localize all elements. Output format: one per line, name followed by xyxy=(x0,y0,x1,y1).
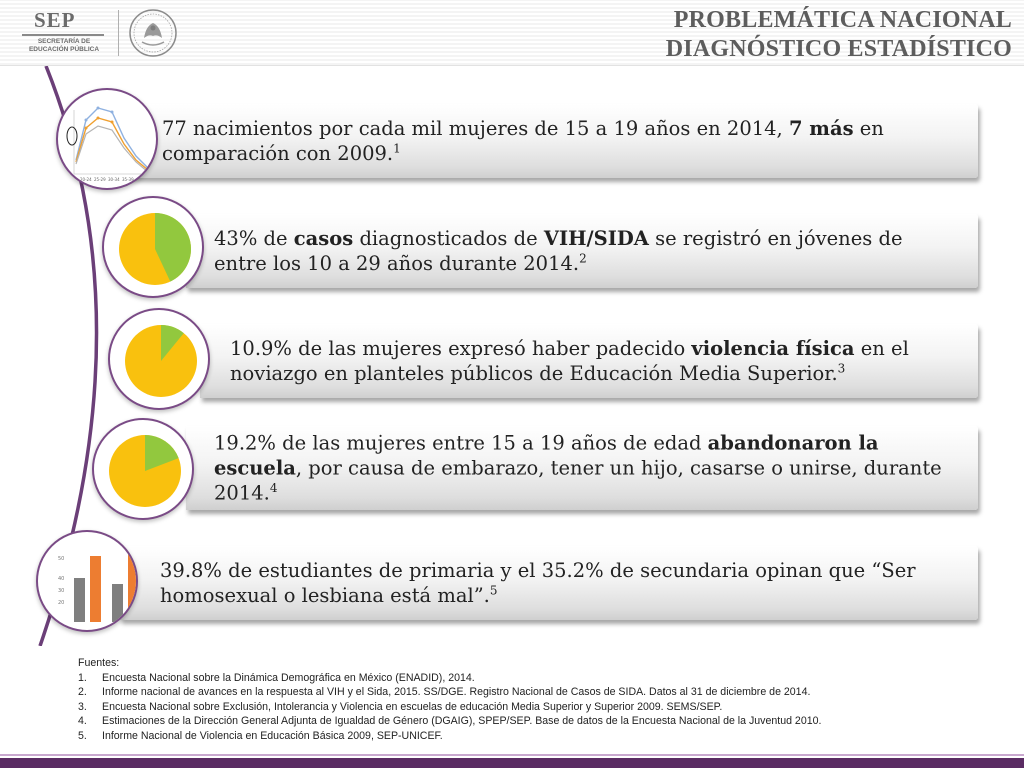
national-seal-icon xyxy=(128,8,178,58)
logo-divider xyxy=(118,10,119,56)
bar-gray-2 xyxy=(112,584,123,622)
stat-row-2 xyxy=(186,214,978,288)
pie-chart-icon-2 xyxy=(102,196,204,298)
bar-axis-tick-30: 30 xyxy=(58,588,65,594)
title-line-2: DIAGNÓSTICO ESTADÍSTICO xyxy=(665,36,1012,62)
stat-text-4: 19.2% de las mujeres entre 15 a 19 años de edad abandonaron la escuela, por causa de embarazo, tener un hijo, casarse o unirse, durante 2014.$^4$ xyxy=(214,431,942,505)
stat-row-3 xyxy=(200,324,978,398)
stat-row-5 xyxy=(120,546,978,620)
line-chart-axis-1: 20-24 xyxy=(80,177,92,182)
footer-bar xyxy=(0,758,1024,768)
pie-chart-icon-3 xyxy=(108,308,210,410)
bar-orange-1 xyxy=(90,556,101,622)
title-line-1: PROBLEMÁTICA NACIONAL xyxy=(673,7,1012,33)
bar-axis-tick-50: 50 xyxy=(58,556,65,562)
line-chart-icon xyxy=(56,88,158,190)
source-item: 2. Informe nacional de avances en la respuesta al VIH y el Sida, 2015. SS/DGE. Registro Nacional de Casos de SIDA. Datos al 31 de diciembre de 2014. xyxy=(78,686,811,699)
footer-accent-line xyxy=(0,754,1024,756)
source-item: 4. Estimaciones de la Dirección General Adjunta de Igualdad de Género (DGAIG), SPEP/SEP. Base de datos de la Encuesta Nacional de la Juventud 2010. xyxy=(78,715,822,728)
sources-heading: Fuentes: xyxy=(78,657,120,669)
bar-axis-tick-40: 40 xyxy=(58,576,65,582)
line-chart-axis-3: 30-34 xyxy=(108,177,120,182)
pie-chart-icon-4 xyxy=(92,418,194,520)
source-item: 5. Informe Nacional de Violencia en Educación Básica 2009, SEP-UNICEF. xyxy=(78,729,443,742)
sep-logo-subtitle: SECRETARÍA DE EDUCACIÓN PÚBLICA xyxy=(28,38,100,53)
bar-gray-1 xyxy=(74,578,85,622)
line-chart-axis-4: 35-39 xyxy=(122,177,134,182)
stat-row-1 xyxy=(120,104,978,178)
sep-logo-rule xyxy=(22,34,104,36)
stat-row-4 xyxy=(186,426,978,510)
source-item: 3. Encuesta Nacional sobre Exclusión, Intolerancia y Violencia en escuelas de educación Media Superior y Superior 2009. SEMS/SEP. xyxy=(78,700,723,713)
bar-axis-tick-20: 20 xyxy=(58,600,65,606)
bar-chart-icon xyxy=(36,530,138,632)
line-chart-axis-2: 25-29 xyxy=(94,177,106,182)
stat-text-2: 43% de casos diagnosticados de VIH/SIDA se registró en jóvenes de entre los 10 a 29 años durante 2014.$^2$ xyxy=(214,227,903,275)
stat-text-1: 77 nacimientos por cada mil mujeres de 15 a 19 años en 2014, 7 más en comparación con 2009.$^1$ xyxy=(162,117,884,165)
page-title xyxy=(666,6,1012,64)
line-chart-axis-5: 40-44 xyxy=(136,177,148,182)
stat-text-5: 39.8% de estudiantes de primaria y el 35.2% de secundaria opinan que “Ser homosexual o lesbiana está mal”.$^5$ xyxy=(160,559,916,607)
sep-logo-text: SEP xyxy=(34,8,76,32)
stat-text-3: 10.9% de las mujeres expresó haber padecido violencia física en el noviazgo en planteles públicos de Educación Media Superior.$^3$ xyxy=(230,337,909,385)
sources xyxy=(78,656,978,744)
header xyxy=(0,0,1024,66)
sources-list xyxy=(78,671,978,744)
source-item: 1. Encuesta Nacional sobre la Dinámica Demográfica en México (ENADID), 2014. xyxy=(78,671,475,684)
